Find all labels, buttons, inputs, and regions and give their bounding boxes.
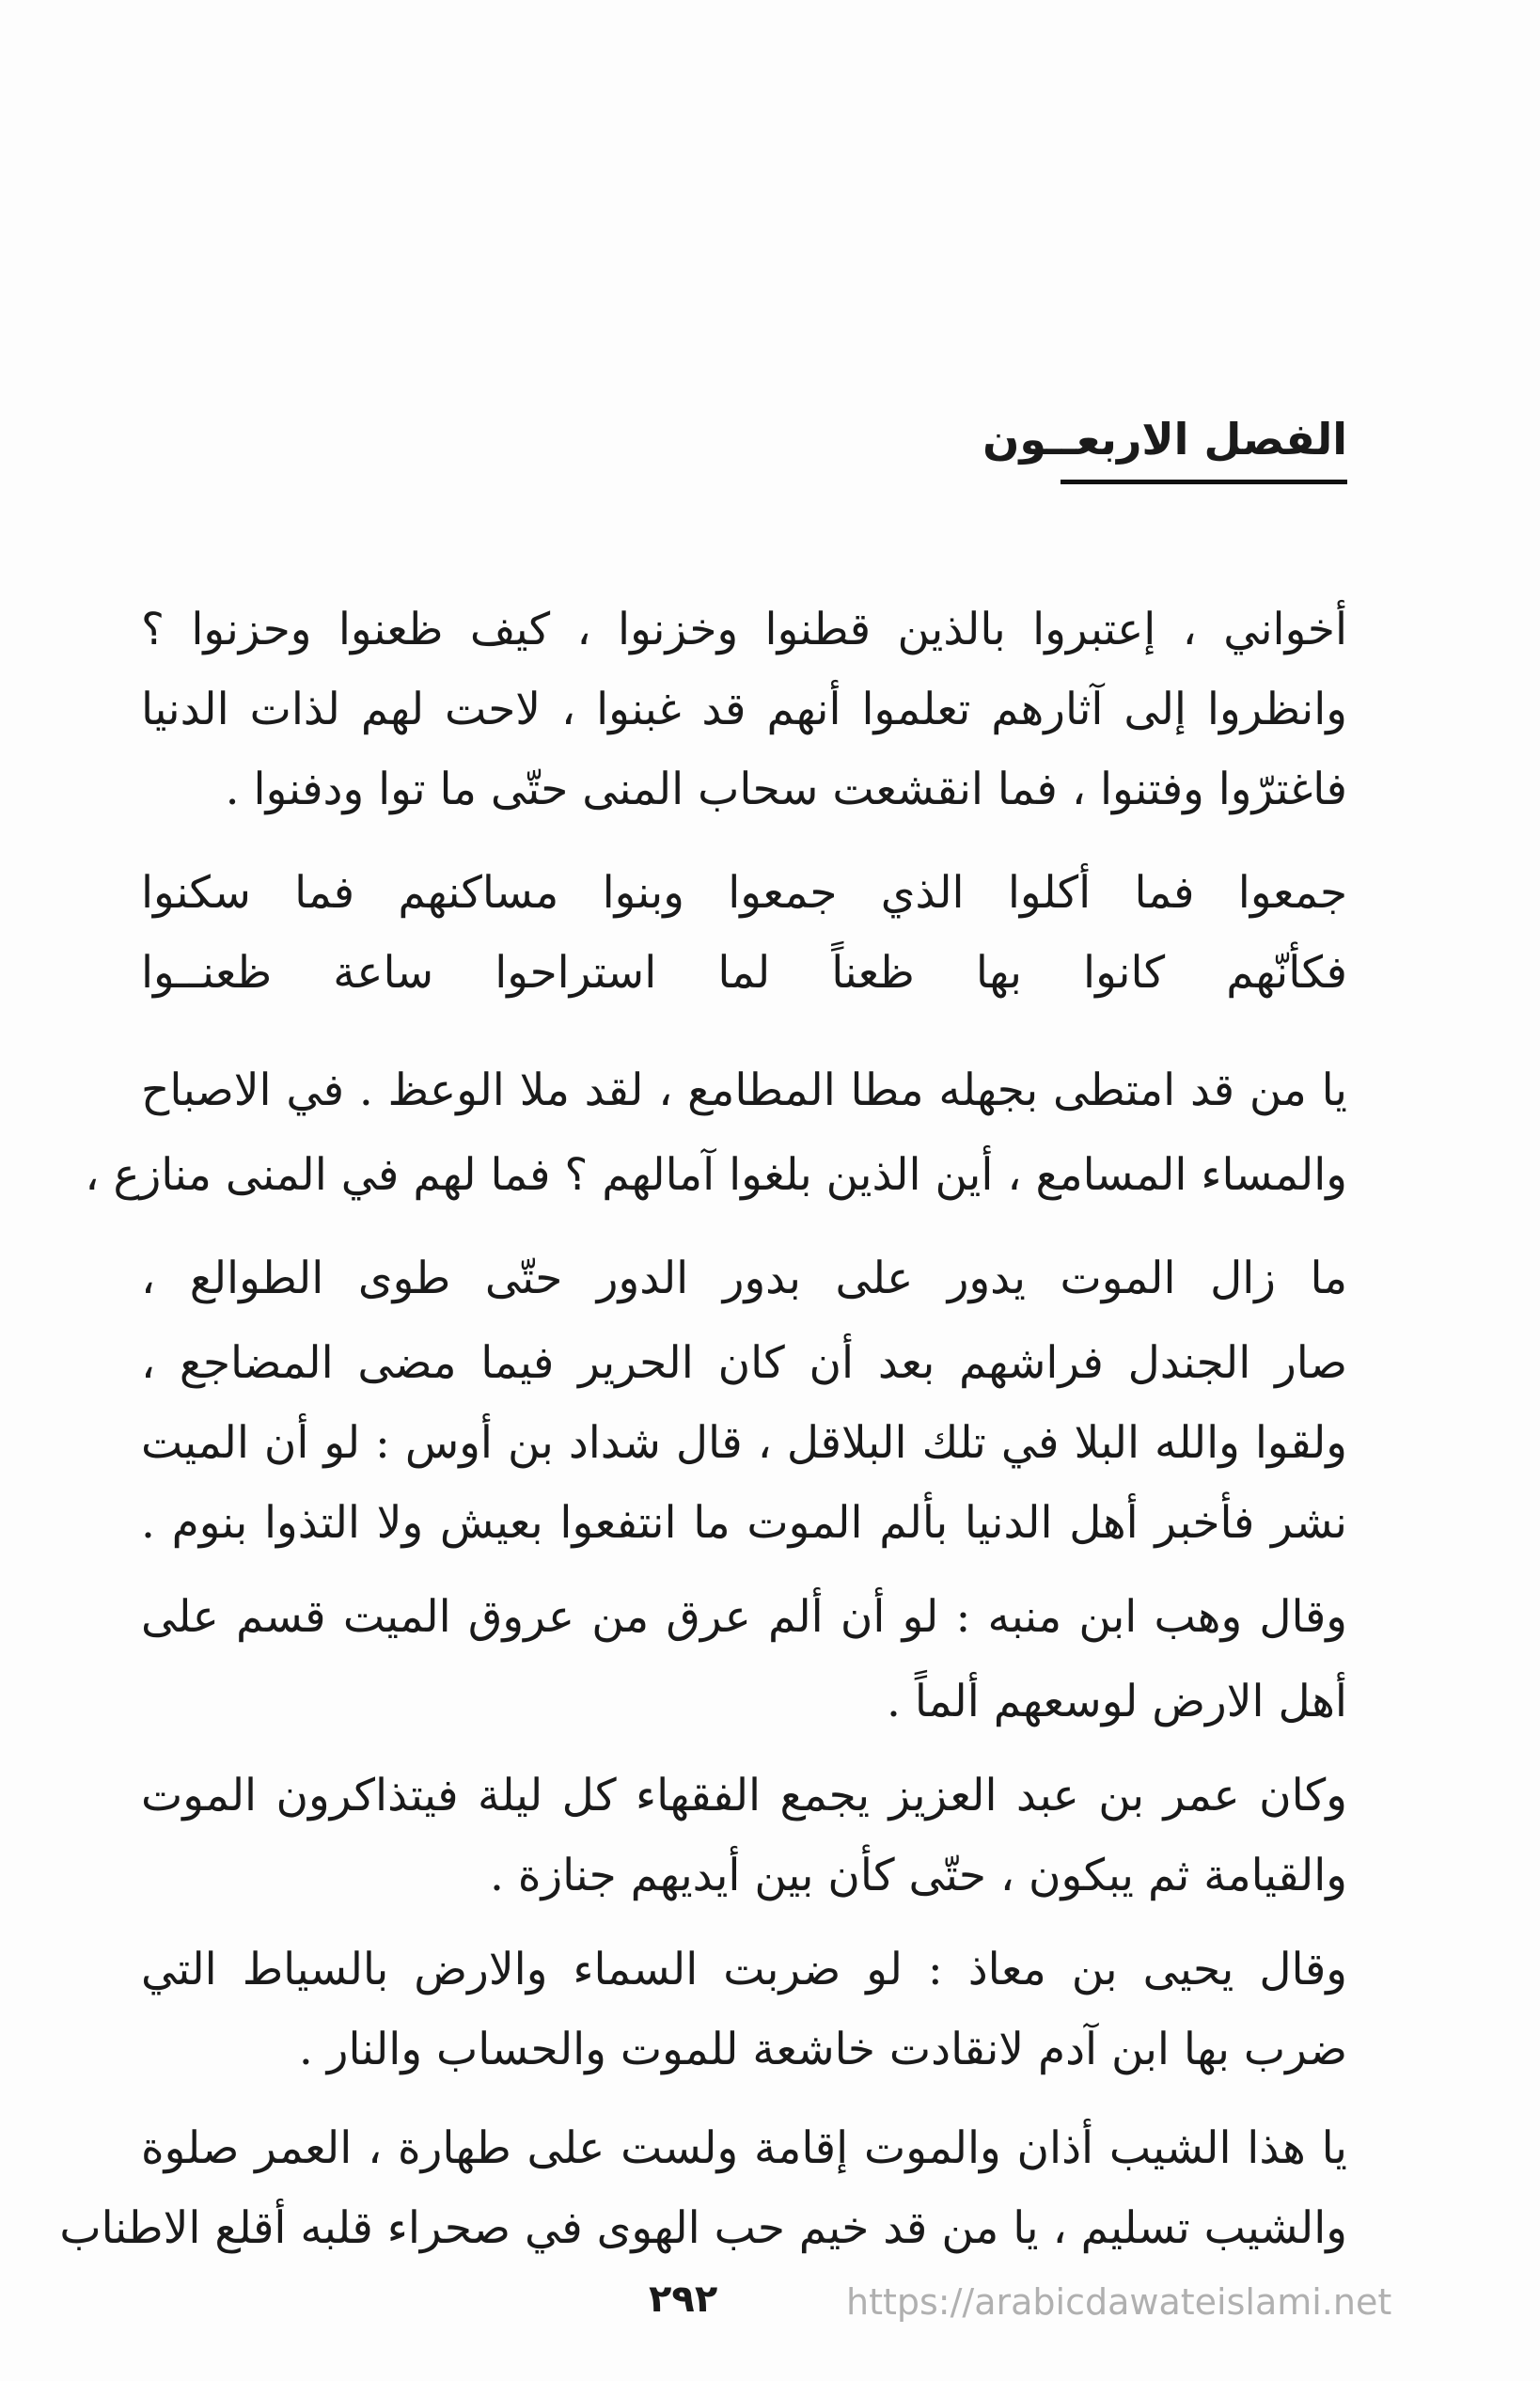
text-line-13: والقيامة ثم يبكون ، حتّى كأن بين أيديهم جنازة . (489, 1850, 1347, 1901)
text-line-5: والمساء المسامع ، أين الذين بلغوا آمالهم ؟ فما لهم في المنى منازع ، (85, 1149, 1347, 1201)
text-line-10: وقال وهب ابن منبه : لو أن ألم عرق من عروق الميت قسم على (141, 1591, 1347, 1643)
text-line-9: نشر فأخبر أهل الدنيا بألم الموت ما انتفعوا بعيش ولا التذوا بنوم . (141, 1497, 1347, 1549)
text-line-14: وقال يحيى بن معاذ : لو ضربت السماء والارض بالسياط التي (141, 1944, 1347, 1995)
page-number: ٢٩٢ (649, 2278, 718, 2321)
watermark-url: https://arabicdawateislami.net (846, 2281, 1392, 2323)
verse-line-2: فكأنّهم كانوا بها ظعناً لما استراحوا ساعة ظعنــوا (141, 947, 1347, 999)
text-line-6: ما زال الموت يدور على بدور الدور حتّى طوى الطوالع ، (141, 1253, 1348, 1304)
title-underline (1061, 480, 1347, 484)
text-line-2: وانظروا إلى آثارهم تعلموا أنهم قد غبنوا ، لاحت لهم لذات الدنيا (141, 684, 1347, 735)
verse-line-1: جمعوا فما أكلوا الذي جمعوا وبنوا مساكنهم فما سكنوا (141, 867, 1347, 919)
text-line-11: أهل الارض لوسعهم ألماً . (887, 1676, 1347, 1727)
text-line-3: فاغترّوا وفتنوا ، فما انقشعت سحاب المنى حتّى ما توا ودفنوا . (225, 764, 1347, 815)
text-line-15: ضرب بها ابن آدم لانقادت خاشعة للموت والحساب والنار . (298, 2024, 1347, 2075)
text-line-16: يا هذا الشيب أذان والموت إقامة ولست على طهارة ، العمر صلوة (141, 2122, 1347, 2174)
text-line-4: يا من قد امتطى بجهله مطا المطامع ، لقد ملا الوعظ . في الاصباح (141, 1064, 1347, 1116)
chapter-title: الفصل الاربعــون (982, 414, 1347, 465)
text-line-1: أخواني ، إعتبروا بالذين قطنوا وخزنوا ، كيف ظعنوا وحزنوا ؟ (141, 604, 1347, 655)
text-line-12: وكان عمر بن عبد العزيز يجمع الفقهاء كل ليلة فيتذاكرون الموت (141, 1770, 1347, 1821)
text-line-7: صار الجندل فراشهم بعد أن كان الحرير فيما مضى المضاجع ، (141, 1337, 1347, 1389)
text-line-8: ولقوا والله البلا في تلك البلاقل ، قال شداد بن أوس : لو أن الميت (141, 1417, 1347, 1469)
text-line-17: والشيب تسليم ، يا من قد خيم حب الهوى في صحراء قلبه أقلع الاطناب (59, 2202, 1347, 2254)
